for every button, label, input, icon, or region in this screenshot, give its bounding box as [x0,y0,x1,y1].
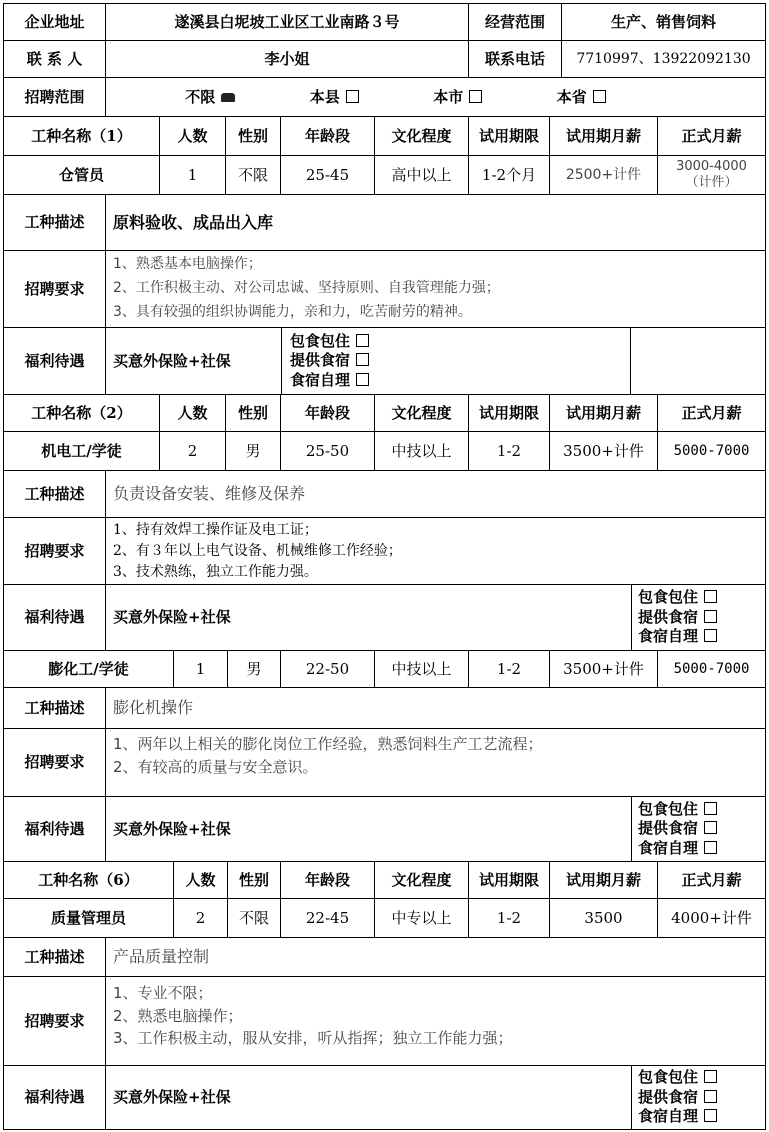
job-formal-pay: 4000+计件 [657,898,766,938]
benefit-option-provide-lodging[interactable] [638,608,717,628]
header-trial-pay: 试用期月薪 [549,394,658,432]
requirement-item: 2、有较高的质量与安全意识。 [113,758,318,777]
benefit-options [631,796,766,862]
benefit-options [281,327,631,395]
benefit-option-label: 食宿自理 [290,370,351,389]
benefit-option-provide-lodging[interactable] [638,1088,717,1108]
recruit-range-label: 招聘范围 [3,77,106,117]
benefit-option-label: 包食包住 [638,588,699,607]
checkbox-icon [593,90,606,103]
range-option-label: 本市 [433,87,464,106]
requirement-item: 2、工作积极主动、对公司忠诚、坚持原则、自我管理能力强； [113,280,500,297]
job-gender: 男 [225,431,281,471]
benefit-option-label: 提供食宿 [638,607,699,626]
benefit-option-label: 包食包住 [638,1068,699,1087]
header-education: 文化程度 [374,116,469,156]
header-age: 年龄段 [280,394,375,432]
job-gender: 男 [227,650,281,688]
benefit-option-room-board[interactable] [638,588,717,608]
checkbox-icon [704,802,717,815]
req-label: 招聘要求 [3,728,106,797]
job-description: 膨化机操作 [105,687,766,729]
benefit-option-label: 提供食宿 [638,1087,699,1106]
benefit-label: 福利待遇 [3,584,106,651]
job-trial-pay: 3500+计件 [549,431,658,471]
job-requirements [105,976,766,1066]
scope-label: 经营范围 [468,3,562,41]
req-label: 招聘要求 [3,976,106,1066]
checkbox-icon [704,821,717,834]
header-trial-period: 试用期限 [468,116,550,156]
checkbox-icon [704,590,717,603]
job-count: 1 [173,650,228,688]
job-requirements [105,250,766,328]
address-label: 企业地址 [3,3,106,41]
job-name: 质量管理员 [3,898,174,938]
job-benefit: 买意外保险+社保 [105,584,632,651]
job-age: 22-50 [280,650,375,688]
job-header-label: 工种名称（2） [3,394,160,432]
job-trial-period: 1-2 [468,898,550,938]
checkbox-icon [704,1109,717,1122]
desc-label: 工种描述 [3,194,106,251]
benefit-option-provide-lodging[interactable] [638,819,717,839]
checkbox-icon [356,334,369,347]
job-requirements [105,728,766,797]
checkbox-icon [704,629,717,642]
job-benefit: 买意外保险+社保 [105,796,632,862]
job-formal-pay: 5000-7000 [657,650,766,688]
job-trial-pay: 3500+计件 [549,650,658,688]
requirement-item: 3、工作积极主动，服从安排，听从指挥；独立工作能力强； [113,1029,513,1047]
checkbox-icon [346,90,359,103]
job-formal-pay: 5000-7000 [657,431,766,471]
requirement-item: 3、具有较强的组织协调能力，亲和力，吃苦耐劳的精神。 [113,303,472,320]
benefit-option-self-arranged[interactable] [638,1107,717,1127]
range-option-label: 本省 [556,87,587,106]
job-description: 原料验收、成品出入库 [105,194,766,251]
header-gender: 性别 [227,861,281,899]
benefit-option-label: 包食包住 [290,331,351,350]
header-education: 文化程度 [374,861,469,899]
header-age: 年龄段 [280,861,375,899]
benefit-option-label: 提供食宿 [290,351,351,370]
job-education: 高中以上 [374,155,469,195]
checkbox-icon [704,841,717,854]
header-trial-pay: 试用期月薪 [549,861,658,899]
job-education: 中专以上 [374,898,469,938]
range-option-province[interactable] [557,87,606,107]
checkbox-icon [704,610,717,623]
requirement-item: 3、技术熟练，独立工作能力强。 [113,563,318,580]
job-name: 膨化工/学徒 [3,650,174,688]
checkbox-icon [704,1070,717,1083]
checkbox-icon [469,90,482,103]
requirement-item: 1、两年以上相关的膨化岗位工作经验，熟悉饲料生产工艺流程； [113,735,543,753]
job-age: 25-45 [280,155,375,195]
benefit-option-room-board[interactable] [290,332,369,352]
range-option-unlimited[interactable] [185,87,235,107]
job-header-label: 工种名称（1） [3,116,160,156]
job-requirements [105,517,766,585]
job-count: 2 [159,431,226,471]
job-description: 负责设备安装、维修及保养 [105,470,766,518]
job-header-label: 工种名称（6） [3,861,174,899]
job-count: 1 [159,155,226,195]
benefit-options [631,1065,766,1130]
benefit-option-label: 食宿自理 [638,838,699,857]
job-trial-period: 1-2个月 [468,155,550,195]
benefit-option-room-board[interactable] [638,1068,717,1088]
benefit-option-self-arranged[interactable] [638,839,717,859]
range-option-label: 不限 [185,87,216,106]
job-name: 仓管员 [3,155,160,195]
req-label: 招聘要求 [3,250,106,328]
desc-label: 工种描述 [3,687,106,729]
job-education: 中技以上 [374,431,469,471]
range-option-city[interactable] [433,87,482,107]
header-count: 人数 [159,394,226,432]
header-trial-period: 试用期限 [468,394,550,432]
phone-value: 7710997、13922092130 [561,40,766,78]
job-age: 25-50 [280,431,375,471]
header-formal-pay: 正式月薪 [657,861,766,899]
header-formal-pay: 正式月薪 [657,116,766,156]
header-gender: 性别 [225,394,281,432]
benefit-label: 福利待遇 [3,327,106,395]
contact-value: 李小姐 [105,40,469,78]
header-gender: 性别 [225,116,281,156]
benefit-blank [630,327,766,395]
benefit-option-provide-lodging[interactable] [290,351,369,371]
phone-label: 联系电话 [468,40,562,78]
benefit-option-self-arranged[interactable] [290,371,369,391]
job-education: 中技以上 [374,650,469,688]
job-trial-pay: 3500 [549,898,658,938]
job-trial-period: 1-2 [468,650,550,688]
formal-pay-line: 3000-4000 [676,159,747,175]
checkbox-icon [356,373,369,386]
header-trial-period: 试用期限 [468,861,550,899]
requirement-item: 1、持有效焊工操作证及电工证； [113,521,318,538]
benefit-label: 福利待遇 [3,796,106,862]
benefit-label: 福利待遇 [3,1065,106,1130]
header-count: 人数 [173,861,228,899]
benefit-options [631,584,766,651]
requirement-item: 2、熟悉电脑操作； [113,1006,243,1025]
requirement-item: 1、熟悉基本电脑操作； [113,256,262,273]
benefit-option-self-arranged[interactable] [638,627,717,647]
benefit-option-label: 提供食宿 [638,819,699,838]
checked-checkbox-icon [221,93,235,102]
formal-pay-note: （计件） [685,175,738,190]
range-option-county[interactable] [310,87,359,107]
header-education: 文化程度 [374,394,469,432]
job-gender: 不限 [227,898,281,938]
job-formal-pay [657,155,766,195]
job-trial-period: 1-2 [468,431,550,471]
requirement-item: 1、专业不限； [113,984,213,1002]
desc-label: 工种描述 [3,470,106,518]
job-trial-pay: 2500+计件 [549,155,658,195]
req-label: 招聘要求 [3,517,106,585]
address-value: 遂溪县白坭坡工业区工业南路３号 [105,3,469,41]
recruit-range-options [105,77,766,117]
desc-label: 工种描述 [3,937,106,977]
contact-label: 联 系 人 [3,40,106,78]
header-age: 年龄段 [280,116,375,156]
job-benefit: 买意外保险+社保 [105,327,282,395]
job-age: 22-45 [280,898,375,938]
header-trial-pay: 试用期月薪 [549,116,658,156]
benefit-option-label: 食宿自理 [638,627,699,646]
range-option-label: 本县 [309,87,340,106]
benefit-option-label: 包食包住 [638,799,699,818]
benefit-option-room-board[interactable] [638,800,717,820]
job-benefit: 买意外保险+社保 [105,1065,632,1130]
checkbox-icon [704,1090,717,1103]
requirement-item: 2、有３年以上电气设备、机械维修工作经验； [113,542,402,559]
job-description: 产品质量控制 [105,937,766,977]
benefit-option-label: 食宿自理 [638,1107,699,1126]
job-gender: 不限 [225,155,281,195]
scope-value: 生产、销售饲料 [561,3,766,41]
header-count: 人数 [159,116,226,156]
checkbox-icon [356,353,369,366]
header-formal-pay: 正式月薪 [657,394,766,432]
job-name: 机电工/学徒 [3,431,160,471]
job-count: 2 [173,898,228,938]
